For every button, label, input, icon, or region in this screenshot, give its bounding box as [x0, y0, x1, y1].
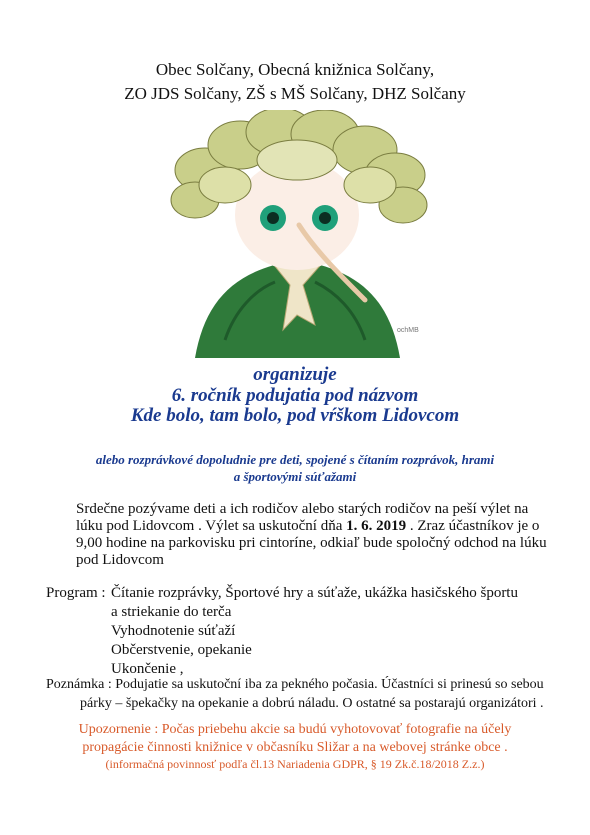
note-line-1: Poznámka : Podujatie sa uskutoční iba za pekného počasia. Účastníci si prinesú so sebou	[46, 677, 544, 692]
program-item: Občerstvenie, opekanie	[111, 642, 252, 658]
program-label: Program :	[46, 585, 106, 601]
event-date: 1. 6. 2019	[346, 518, 407, 534]
organizers-line-1: Obec Solčany, Obecná knižnica Solčany,	[155, 60, 435, 79]
gdpr-notice: (informačná povinnosť podľa čl.13 Nariadenia GDPR, § 19 Zk.č.18/2018 Z.z.)	[105, 757, 485, 771]
title-event-name: Kde bolo, tam bolo, pod vŕškom Lidovcom	[130, 405, 460, 426]
program-item: a striekanie do terča	[111, 604, 232, 620]
invitation-line-4: pod Lidovcom	[76, 552, 164, 568]
invitation-line-3: 9,00 hodine na parkovisku pri cintoríne, odkiaľ bude spoločný odchod na lúku	[76, 535, 547, 551]
invitation-line-1: Srdečne pozývame deti a ich rodičov alebo starých rodičov na peší výlet na	[76, 501, 529, 517]
subtitle-line-2: a športovými súťažami	[233, 469, 357, 484]
program-item: Ukončenie ,	[111, 661, 184, 677]
photo-warning-line-2: propagácie činnosti knižnice v občasníku Sližar a na webovej stránke obce .	[82, 740, 508, 755]
photo-warning-line-1: Upozornenie : Počas priebehu akcie sa budú vyhotovovať fotografie na účely	[78, 722, 512, 737]
invitation-paragraph	[76, 501, 547, 569]
girl-with-leaf-crown-illustration	[165, 110, 430, 358]
artist-signature: ochMB	[397, 327, 419, 334]
invitation-line-2: lúku pod Lidovcom . Výlet sa uskutoční dňa 1. 6. 2019 . Zraz účastníkov je o	[76, 518, 540, 534]
program-item: Čítanie rozprávky, Športové hry a súťaže, ukážka hasičského športu	[111, 585, 518, 601]
note-line-2: párky – špekačky na opekanie a dobrú náladu. O ostatné sa postarajú organizátori .	[80, 696, 544, 711]
organizers-line-2: ZO JDS Solčany, ZŠ s MŠ Solčany, DHZ Solčany	[124, 84, 466, 103]
title-edition: 6. ročník podujatia pod názvom	[171, 385, 419, 406]
program-item: Vyhodnotenie súťaží	[111, 623, 236, 639]
subtitle-line-1: alebo rozprávkové dopoludnie pre deti, spojené s čítaním rozprávok, hrami	[95, 452, 495, 467]
title-organizes: organizuje	[253, 364, 337, 385]
